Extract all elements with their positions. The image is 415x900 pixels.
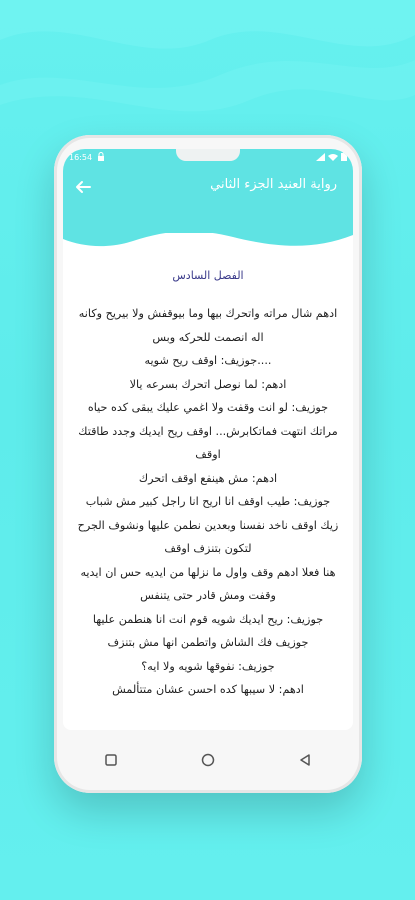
wifi-icon (328, 153, 338, 161)
home-button[interactable] (197, 749, 219, 771)
status-icons (316, 152, 347, 161)
back-arrow-icon[interactable] (75, 180, 91, 194)
paragraph: هنا فعلا ادهم وقف واول ما نزلها من ايديه حس ان ايديه وقفت ومش قادر حتى يتنفس (80, 565, 336, 602)
phone-screen (63, 149, 353, 730)
status-time: 16:54 (69, 153, 93, 162)
paragraph: جوزيف: لو انت وقفت ولا اغمي عليك يبقى كده حياه مراتك انتهت فماتكابرش... اوقف ريح ايديك وجدد طاقتك اوقف (78, 401, 338, 461)
paragraph: جوزيف فك الشاش واتطمن انها مش بتنزف (107, 636, 309, 649)
square-recents-icon (105, 754, 117, 766)
chapter-title: الفصل السادس (172, 269, 244, 282)
status-bar (63, 149, 353, 167)
paragraph: ادهم: مش هينفع اوقف اتحرك (138, 471, 278, 485)
phone-frame (54, 135, 362, 793)
paragraph: جوزيف: طيب اوقف انا اريح انا راجل كبير مش شباب زيك اوقف ناخد نفسنا وبعدين نطمن عليها ونشوف الجرح لتكون بتنزف اوقف (77, 495, 339, 555)
recents-button[interactable] (100, 749, 122, 771)
camera-notch (176, 149, 240, 161)
chapter-content (63, 259, 353, 729)
page-title: رواية العنيد الجزء الثاني (210, 177, 337, 192)
lock-icon (97, 152, 105, 161)
paragraph: ادهم: لا سيبها كده احسن عشان متتألمش (112, 683, 304, 696)
header-wave (63, 217, 353, 257)
system-nav-bar (63, 740, 353, 780)
signal-icon (316, 153, 325, 161)
triangle-back-icon (299, 754, 311, 766)
circle-home-icon (201, 753, 215, 767)
paragraph: جوزيف: ريح ايديك شويه قوم انت انا هنطمن عليها (92, 612, 324, 626)
paragraph: ....جوزيف: اوقف ريح شويه (144, 354, 272, 367)
paragraph: جوزيف: نفوقها شويه ولا ايه؟ (141, 659, 275, 673)
paragraph: ادهم: لما نوصل اتحرك بسرعه يالا (129, 377, 287, 391)
back-button[interactable] (294, 749, 316, 771)
paragraph: ادهم شال مراته واتحرك بيها وما بيوقفش ولا بيريح وكانه اله انصمت للحركه وبس (78, 307, 338, 344)
battery-icon (341, 152, 347, 161)
